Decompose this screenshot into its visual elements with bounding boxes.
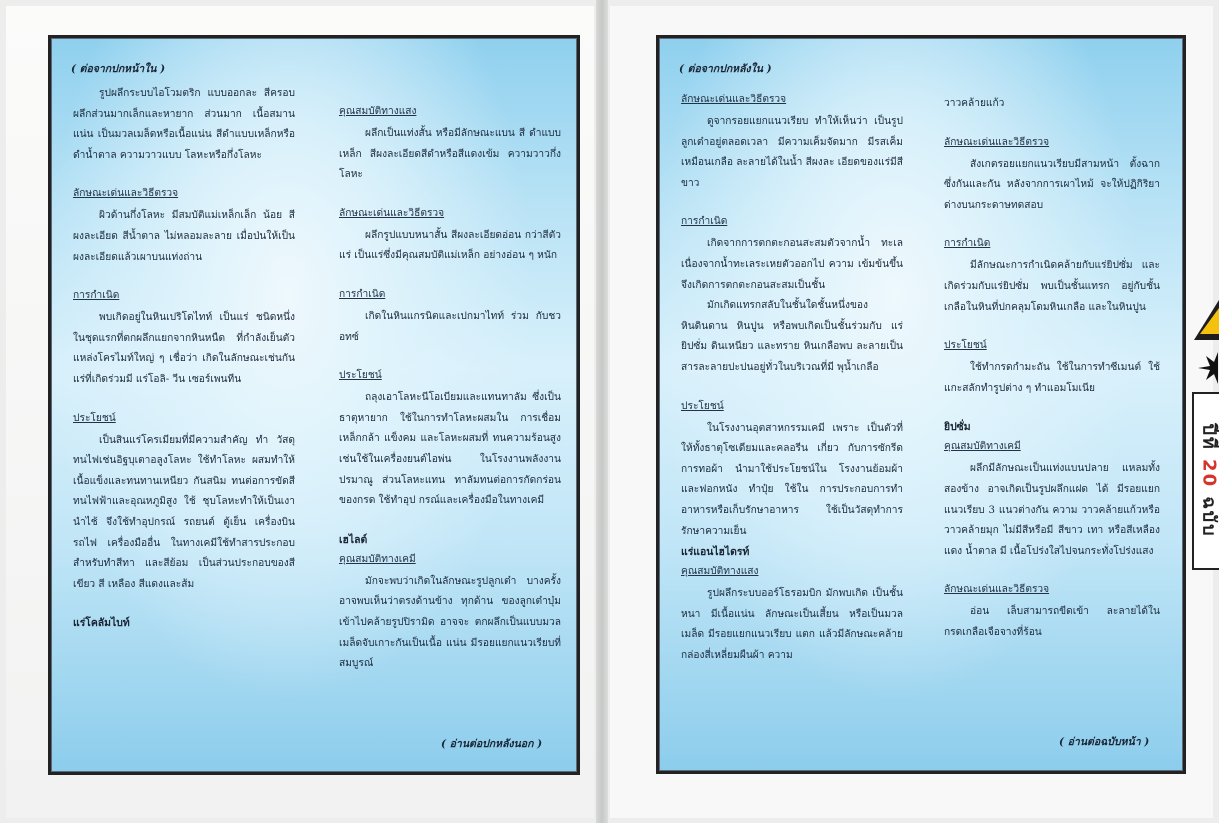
section-heading: ลักษณะเด่นและวิธีตรวจ xyxy=(944,584,1050,596)
body-paragraph: เกิดในหินแกรนิตและเปกมาไทท์ ร่วม กับชวอทซ์ xyxy=(339,310,561,343)
section-heading: คุณสมบัติทางเคมี xyxy=(339,553,416,565)
issue-side-tab-text: ปีที่ 20 ฉบับ xyxy=(1198,423,1219,538)
right-column-2 xyxy=(944,94,1160,644)
section-heading: ลักษณะเด่นและวิธีตรวจ xyxy=(339,207,445,219)
body-paragraph: วาวคล้ายแก้ว xyxy=(944,98,1005,109)
body-paragraph: สังเกตรอยแยกแนวเรียบมีสามหน้า ตั้งฉากซึ่งกันและกัน หลังจากการเผาไหม้ จะให้ปฏิกิริยาด่างบนกระดาษทดสอบ xyxy=(944,158,1160,211)
continued-to-label: ( อ่านต่อฉบับหน้า ) xyxy=(1059,736,1150,748)
body-paragraph: ผลึกเป็นแท่งสั้น หรือมีลักษณะแบน สี ดำแบบเหล็ก สีผงละเอียดสีดำหรือสีแดงเข้ม ความวาวกึ่งโลหะ xyxy=(339,128,561,181)
body-paragraph: รูปผลึกระบบออร์โธรอมบิก มักพบเกิด เป็นชั้นหนา มีเนื้อแน่น ลักษณะเป็นเสี้ยน หรือเป็นมวลเมล็ด มีรอยแยกแนวเรียบ แตก แล้วมีลักษณะคล้ายกล่องสี่เหลี่ยมผืนผ้า ความ xyxy=(681,588,903,661)
body-paragraph: ถลุงเอาโลหะนีโอเบียมและแทนทาลัม ซึ่งเป็นธาตุหายาก ใช้ในการทำโลหะผสมใน การเชื่อมเหล็กกล้า แข็งคม และโลหะผสมที่ ทนความร้อนสูง เช่นใช้ในเครื่องยนต์ไอพ่น ในโรงงานพลังงานปรมาณู ส่วนโลหะแทน ทาลัมทนต่อการกัดกร่อนของกรด ใช้ทำอุป กรณ์และเครื่องมือในทางเคมี xyxy=(339,392,561,507)
left-column-1 xyxy=(73,84,295,633)
body-paragraph: ดูจากรอยแยกแนวเรียบ ทำให้เห็นว่า เป็นรูปลูกเต๋าอยู่ตลอดเวลา มีความเค็มจัดมาก มีรสเค็มเหมือนเกลือ ละลายได้ในน้ำ สีผงละ เอียดของแร่มีสีขาว xyxy=(681,116,903,189)
body-paragraph: ผลึกรูปแบบหนาสั้น สีผงละเอียดอ่อน กว่าสีตัวแร่ เป็นแร่ซึ่งมีคุณสมบัติแม่เหล็ก อย่างอ่อน ๆ หนัก xyxy=(339,229,561,262)
book-gutter xyxy=(596,0,608,823)
body-paragraph: ผลึกมีลักษณะเป็นแท่งแบนปลาย แหลมทั้งสองข้าง อาจเกิดเป็นรูปผลึกแฝด ได้ มีรอยแยกแนวเรียบ 3 แนวต่างกัน ความ วาวคล้ายแก้วหรือวาวคล้ายมุก ไม่มีสีหรือมี สีขาว เทา หรือสีเหลือง แดง น้ำตาล มี เนื้อโปร่งใสไปจนกระทั่งโปร่งแสง xyxy=(944,463,1160,557)
body-paragraph: มีลักษณะการกำเนิดคล้ายกับแร่ยิปซั่ม และเกิดร่วมกับแร่ยิปซั่ม พบเป็นชั้นแทรก อยู่กับชั้นเกลือในหินที่ปกคลุมโดมหินเกลือ และในหินปูน xyxy=(944,260,1160,313)
continued-to-label: ( อ่านต่อปกหลังนอก ) xyxy=(441,738,543,750)
section-heading: คุณสมบัติทางแสง xyxy=(339,106,417,117)
section-heading: ประโยชน์ xyxy=(681,400,724,412)
section-heading: ลักษณะเด่นและวิธีตรวจ xyxy=(681,94,787,105)
issue-side-tab xyxy=(1192,392,1219,570)
body-paragraph: รูปผลึกระบบไอโวมตริก แบบออกละ สีครอบ ผลึกส่วนมากเล็กและหายาก ส่วนมาก เนื้อสมานแน่น เป็นมวลเมล็ดหรือเนื้อแน่น สีดำแบบเหล็กหรือดำน้ำตาล ความวาวแบบ โลหะหรือกึ่งโลหะ xyxy=(73,88,295,161)
mineral-title: เฮไลต์ xyxy=(339,533,368,546)
body-paragraph: พบเกิดอยู่ในหินเปริโดไทท์ เป็นแร่ ชนิดหนึ่งในชุดแรกที่ตกผลึกแยกจากหินหนืด ที่กำลังเย็นตัว แหล่งโครไมท์ใหญ่ ๆ เชื่อว่า เกิดในลักษณะเช่นกันแร่ที่เกิดร่วมมี แร่โอลิ- วีน เซอร์เพนทีน xyxy=(73,312,295,385)
left-column-2 xyxy=(339,84,561,675)
left-content-panel xyxy=(48,35,580,775)
section-heading: ประโยชน์ xyxy=(339,370,382,382)
body-paragraph: เป็นสินแร่โครเมียมที่มีความสำคัญ ทำ วัสดุทนไฟเช่นอิฐบุเตาอลูงโลหะ ใช้ทำโลหะ ผสมทำให้เนื้อแข็งและทนทานเหนียว กันสนิม ทนต่อการขัดสี ทนไฟฟ้าและอุณหภูมิสูง ใช้ ชุบโลหะทำให้เป็นเงา นำไช้ จึงใช้ทำอุปกรณ์ รถยนต์ ตู้เย็น เครื่องบิน รถไฟ เครื่องมืออื่น ในทางเคมีใช้ทำสารประกอบสำหรับทำสีทา และสีย้อม เป็นส่วนประกอบของสีเขียว สี เหลือง สีแดงและส้ม xyxy=(73,434,295,590)
body-paragraph: มักเกิดแทรกสลับในชั้นใดชั้นหนึ่งของ หินดินดาน หินปูน หรือพบเกิดเป็นชั้นร่วมกับ แร่ยิปซั่ม ดินเหนียว และทราย หินเกลือพบ ละลายเป็นสารละลายปะปนอยู่ทั่วในบริเวณที่มี พุน้ำเกลือ xyxy=(681,300,903,373)
body-paragraph: ผิวด้านกึ่งโลหะ มีสมบัติแม่เหล็กเล็ก น้อย สีผงละเอียด สีน้ำตาล ไม่หลอมละลาย เมื่อป่นให้เป็นผงละเอียดแล้วเผาบนแท่งถ่าน xyxy=(73,210,295,263)
starburst-icon xyxy=(1196,350,1218,386)
section-heading: การกำเนิด xyxy=(944,238,991,250)
body-paragraph: อ่อน เล็บสามารถขีดเข้า ละลายได้ใน กรดเกลือเจือจางที่ร้อน xyxy=(944,606,1160,638)
mineral-title: แร่แอนไฮไดรท์ xyxy=(681,546,750,559)
body-paragraph: ในโรงงานอุตสาหกรรมเคมี เพราะ เป็นตัวที่ให้ทั้งธาตุโซเดียมและคลอรีน เกี่ยว กับการซักรีด การทอผ้า นำมาใช้ประโยชน์ใน โรงงานย้อมผ้า และฟอกหนัง ทำปุ๋ย ใช้ใน การประกอบการทำอาหารหรือเก็บรักษาอาหาร ใช้เป็นวัสดุทำการรักษาความเย็น xyxy=(681,422,903,537)
right-column-1 xyxy=(681,90,903,666)
body-paragraph: มักจะพบว่าเกิดในลักษณะรูปลูกเต๋า บางครั้งอาจพบเห็นว่าตรงด้านข้าง ทุกด้าน ของลูกเต๋าบุ๋มเข้าไปคล้ายรูปปิรามิด อาจจะ ตกผลึกเป็นแบบมวลเมล็ดจับเกาะกันเป็นเนื้อ แน่น มีรอยแยกแนวเรียบที่สมบูรณ์ xyxy=(339,575,561,670)
section-heading: การกำเนิด xyxy=(73,290,120,302)
mineral-title: แร่โคลัมไบท์ xyxy=(73,617,130,630)
section-heading: ลักษณะเด่นและวิธีตรวจ xyxy=(73,188,179,200)
section-heading: ประโยชน์ xyxy=(73,412,116,424)
section-heading: คุณสมบัติทางแสง xyxy=(681,566,759,578)
section-heading: ประโยชน์ xyxy=(944,340,987,352)
body-paragraph: ใช้ทำกรดกำมะถัน ใช้ในการทำซีเมนต์ ใช้แกะสลักทำรูปต่าง ๆ ทำแอมโมเนีย xyxy=(944,362,1160,394)
section-heading: การกำเนิด xyxy=(339,288,386,300)
body-paragraph: เกิดจากการตกตะกอนสะสมตัวจากน้ำ ทะเล เนื่องจากน้ำทะเลระเหยตัวออกไป ความ เข้มข้นขึ้น จึงเกิดการตกตะกอนสะสมเป็นชั้น xyxy=(681,238,903,291)
mineral-title: ยิปซั่ม xyxy=(944,421,971,434)
section-heading: การกำเนิด xyxy=(681,216,728,228)
section-heading: คุณสมบัติทางเคมี xyxy=(944,441,1021,453)
section-heading: ลักษณะเด่นและวิธีตรวจ xyxy=(944,136,1050,148)
continued-from-label: ( ต่อจากปกหลังใน ) xyxy=(679,63,772,75)
continued-from-label: ( ต่อจากปกหน้าใน ) xyxy=(71,63,166,75)
magazine-badge-icon xyxy=(1194,300,1219,340)
right-content-panel xyxy=(656,35,1186,774)
